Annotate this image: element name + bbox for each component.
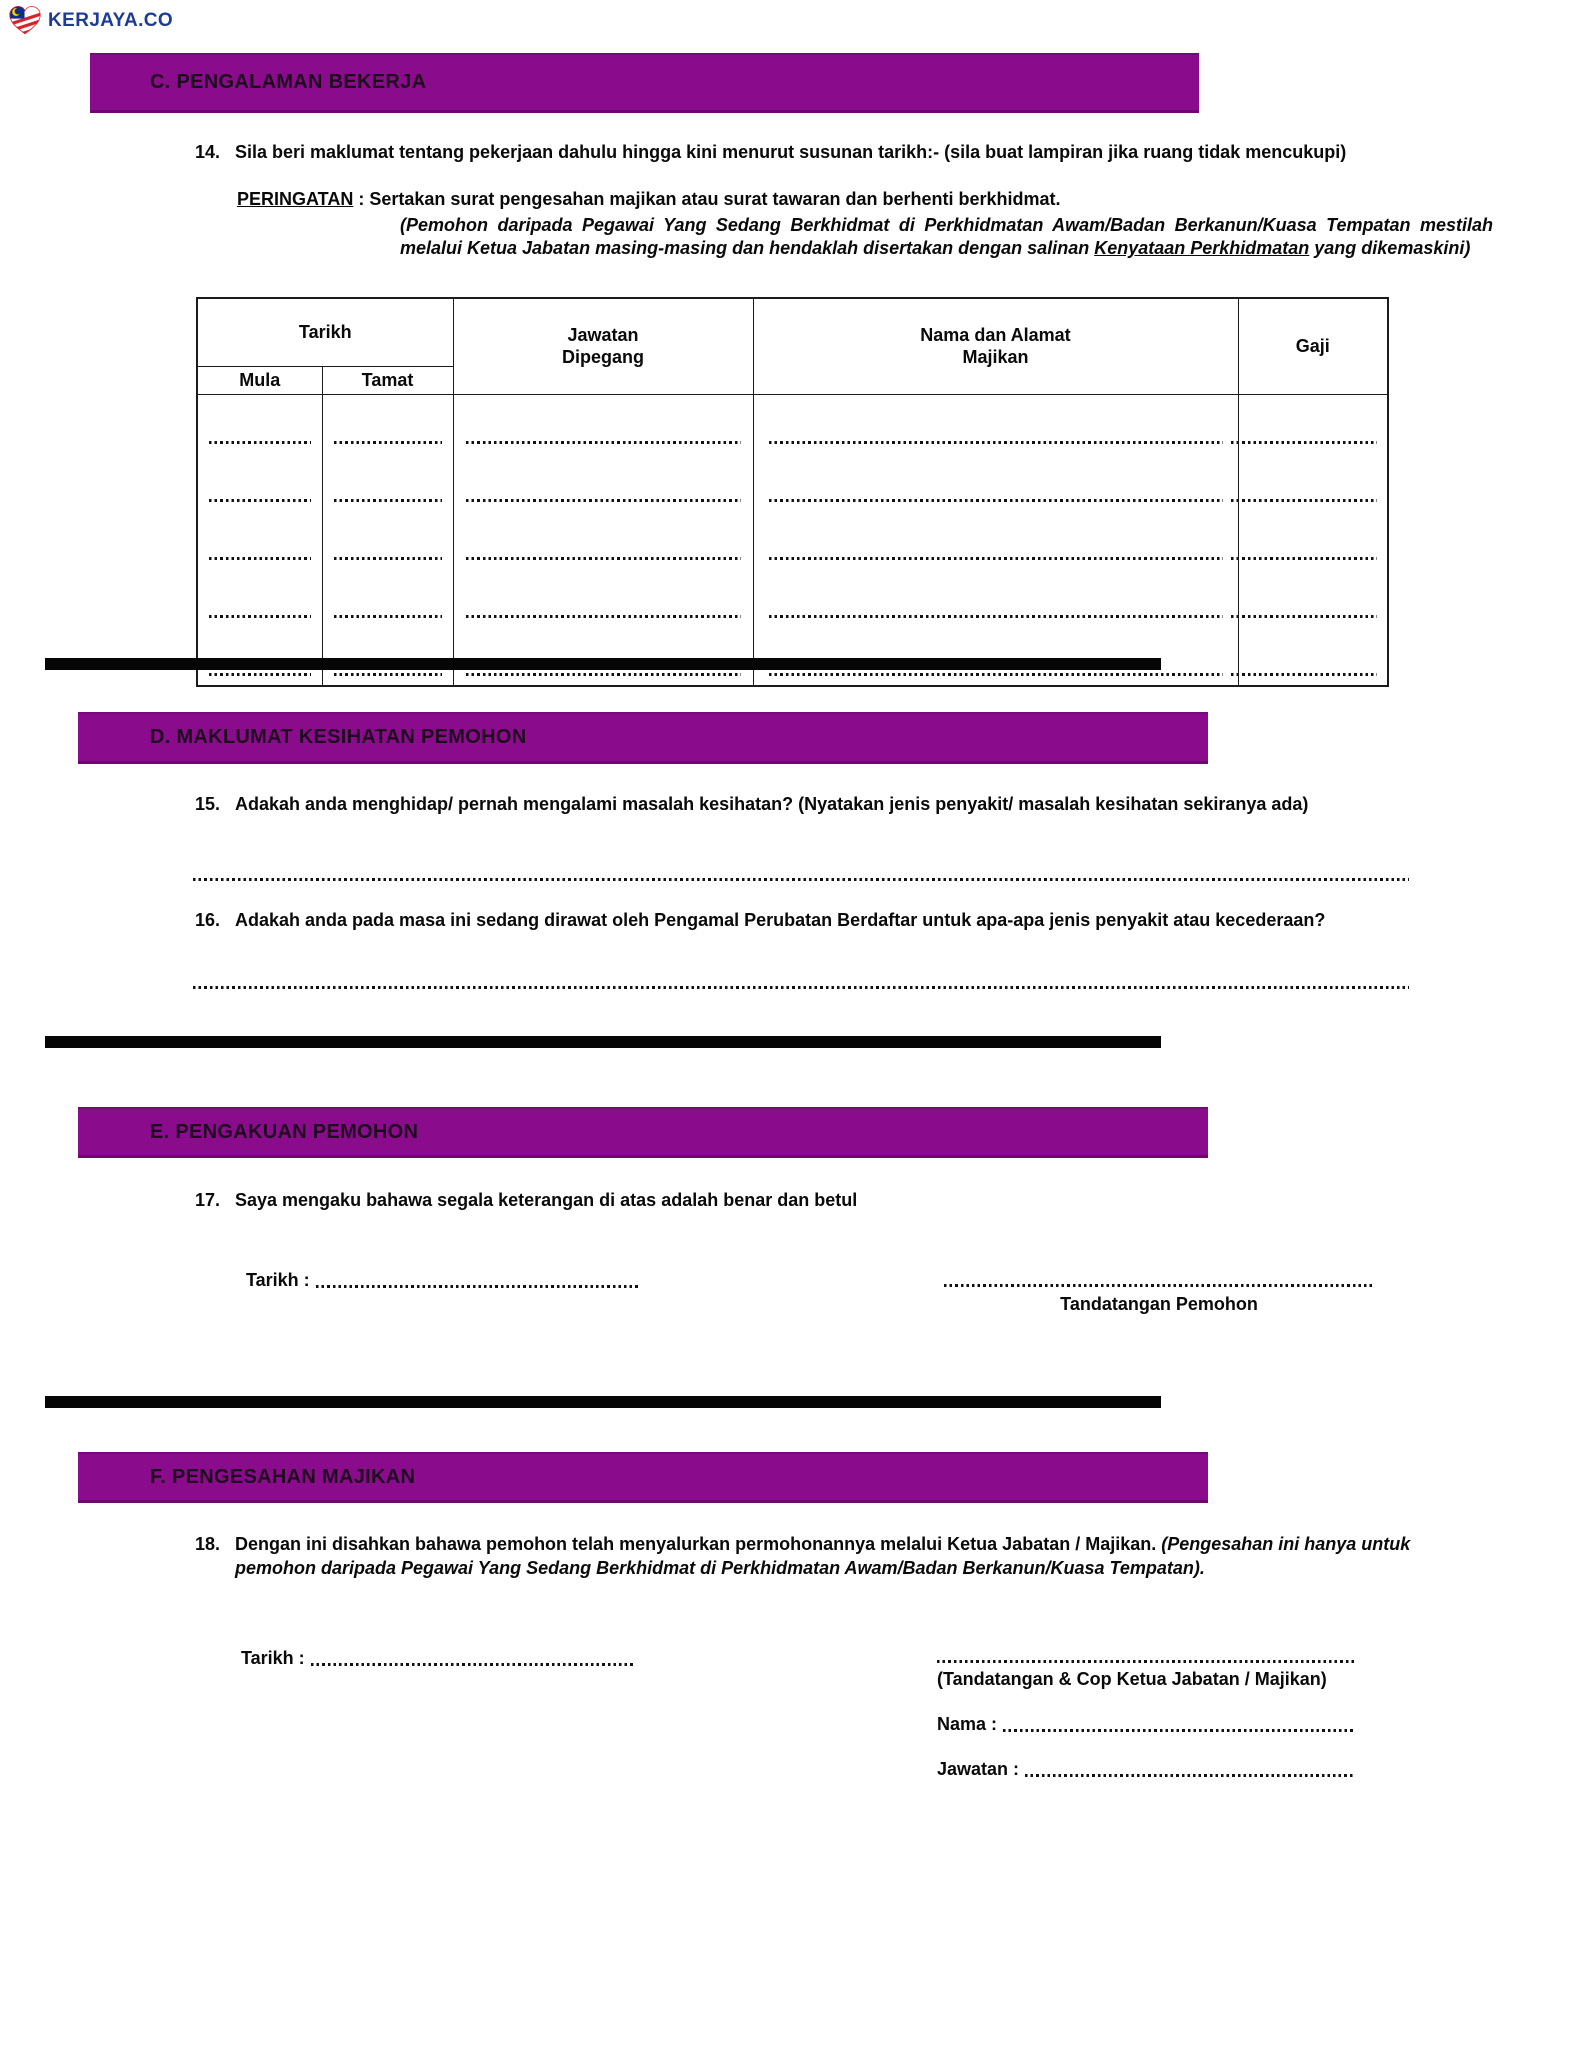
section-divider [45, 1036, 1161, 1048]
applicant-signature-block [944, 1270, 1374, 1315]
dotted-fill [1231, 673, 1378, 676]
stamp-signature-dotted-line [937, 1660, 1354, 1663]
peringatan-text: : Sertakan surat pengesahan majikan atau surat tawaran dan berhenti berkhidmat. [353, 189, 1061, 209]
dotted-fill [334, 615, 442, 618]
dotted-fill [209, 615, 311, 618]
dotted-fill [1231, 499, 1378, 502]
dotted-fill [334, 499, 442, 502]
peringatan-line [237, 189, 1061, 210]
section-c-header-bar [90, 53, 1199, 113]
work-experience-table [196, 297, 1389, 687]
question-16 [195, 908, 1325, 932]
question-14-number: 14. [195, 142, 221, 162]
peringatan-note [400, 214, 1493, 260]
answer-line-16 [193, 986, 1409, 989]
question-18-text-italic: (Pengesahan ini hanya untuk pemohon daripada Pegawai Yang Sedang Berkhidmat di Perkhidmatan Awam/Badan Berkanun/Kuasa Tempatan). [235, 1534, 1411, 1578]
col-header-gaji: Gaji [1238, 298, 1388, 394]
col-header-jawatan [453, 298, 753, 394]
col-header-nama-line2: Majikan [962, 347, 1029, 368]
tarikh-label: Tarikh : [241, 1648, 305, 1668]
dotted-fill [466, 499, 741, 502]
dotted-fill [209, 673, 311, 676]
experience-row [197, 453, 1388, 511]
dotted-fill [209, 441, 311, 444]
section-e-title: E. PENGAKUAN PEMOHON [150, 1120, 419, 1143]
dotted-fill [466, 615, 741, 618]
declaration-date-field [246, 1270, 638, 1291]
question-16-text: Adakah anda pada masa ini sedang dirawat oleh Pengamal Perubatan Berdaftar untuk apa-apa jenis penyakit atau kecederaan? [235, 910, 1326, 930]
question-18-text [235, 1532, 1475, 1580]
dotted-fill [769, 499, 1223, 502]
signature-caption: Tandatangan Pemohon [1060, 1294, 1258, 1314]
experience-row [197, 511, 1388, 569]
dotted-fill [334, 557, 442, 560]
nama-label: Nama : [937, 1714, 998, 1734]
employer-date-field [241, 1648, 636, 1669]
question-17-text: Saya mengaku bahawa segala keterangan di atas adalah benar dan betul [235, 1190, 858, 1210]
tarikh-dotted-line [311, 1663, 636, 1666]
col-header-tamat: Tamat [322, 366, 453, 394]
logo-text: KERJAYA.CO [48, 9, 174, 31]
section-c-title: C. PENGALAMAN BEKERJA [150, 71, 427, 93]
dotted-fill [334, 441, 442, 444]
section-d-header-bar [78, 712, 1208, 764]
dotted-fill [769, 673, 1223, 676]
question-18-text-normal: Dengan ini disahkan bahawa pemohon telah menyalurkan permohonannya melalui Ketua Jabatan / Majikan. [235, 1534, 1162, 1554]
question-15-text: Adakah anda menghidap/ pernah mengalami masalah kesihatan? (Nyatakan jenis penyakit/ masalah kesihatan sekiranya ada) [235, 794, 1309, 814]
peringatan-label: PERINGATAN [237, 189, 354, 209]
question-15-number: 15. [195, 794, 221, 814]
question-14 [195, 140, 1346, 164]
question-17 [195, 1188, 857, 1212]
question-18 [195, 1532, 1475, 1580]
question-17-number: 17. [195, 1190, 221, 1210]
work-experience-table-wrap [196, 297, 1389, 687]
section-d-title: D. MAKLUMAT KESIHATAN PEMOHON [150, 726, 527, 748]
col-header-mula: Mula [197, 366, 322, 394]
question-15 [195, 792, 1308, 816]
employer-position-field [937, 1759, 1354, 1780]
question-16-number: 16. [195, 910, 221, 930]
experience-row [197, 394, 1388, 453]
col-header-jawatan-line1: Jawatan [567, 324, 639, 345]
dotted-fill [334, 673, 442, 676]
dotted-fill [769, 441, 1223, 444]
col-header-tarikh: Tarikh [197, 298, 453, 366]
col-header-nama-alamat [753, 298, 1238, 394]
dotted-fill [466, 673, 741, 676]
dotted-fill [769, 615, 1223, 618]
employer-signature-block [937, 1646, 1354, 1780]
section-divider [45, 658, 1161, 670]
section-divider [45, 1396, 1161, 1408]
kerjaya-logo [8, 5, 173, 36]
dotted-fill [1231, 615, 1378, 618]
dotted-fill [209, 557, 311, 560]
dotted-fill [466, 557, 741, 560]
note-part2: yang dikemaskini) [1309, 238, 1471, 258]
nama-dotted-line [1003, 1729, 1354, 1732]
section-f-header-bar [78, 1452, 1208, 1503]
section-f-title: F. PENGESAHAN MAJIKAN [150, 1465, 416, 1488]
experience-row [197, 627, 1388, 686]
answer-line-15 [193, 878, 1409, 881]
jawatan-dotted-line [1025, 1774, 1354, 1777]
dotted-fill [769, 557, 1223, 560]
experience-row [197, 569, 1388, 627]
malaysia-heart-flag-icon [8, 5, 42, 36]
col-header-nama-line1: Nama dan Alamat [920, 324, 1071, 345]
tarikh-dotted-line [316, 1285, 638, 1288]
dotted-fill [466, 441, 741, 444]
signature-dotted-line [944, 1284, 1374, 1287]
section-e-header-bar [78, 1107, 1208, 1158]
dotted-fill [209, 499, 311, 502]
tarikh-label: Tarikh : [246, 1270, 310, 1290]
note-underlined: Kenyataan Perkhidmatan [1094, 238, 1310, 258]
employer-name-field [937, 1714, 1354, 1735]
col-header-jawatan-line2: Dipegang [561, 347, 644, 368]
question-14-text: Sila beri maklumat tentang pekerjaan dahulu hingga kini menurut susunan tarikh:- (sila buat lampiran jika ruang tidak mencukupi) [235, 142, 1347, 162]
dotted-fill [1231, 441, 1378, 444]
dotted-fill [1231, 557, 1378, 560]
question-18-number: 18. [195, 1534, 221, 1554]
stamp-caption: (Tandatangan & Cop Ketua Jabatan / Majikan) [937, 1669, 1327, 1689]
note-part1: (Pemohon daripada Pegawai Yang Sedang Berkhidmat di Perkhidmatan Awam/Badan Berkanun/Kuasa Tempatan mestilah melalui Ketua Jabatan masing-masing dan hendaklah disertakan dengan salinan [400, 215, 1493, 258]
jawatan-label: Jawatan : [937, 1759, 1020, 1779]
